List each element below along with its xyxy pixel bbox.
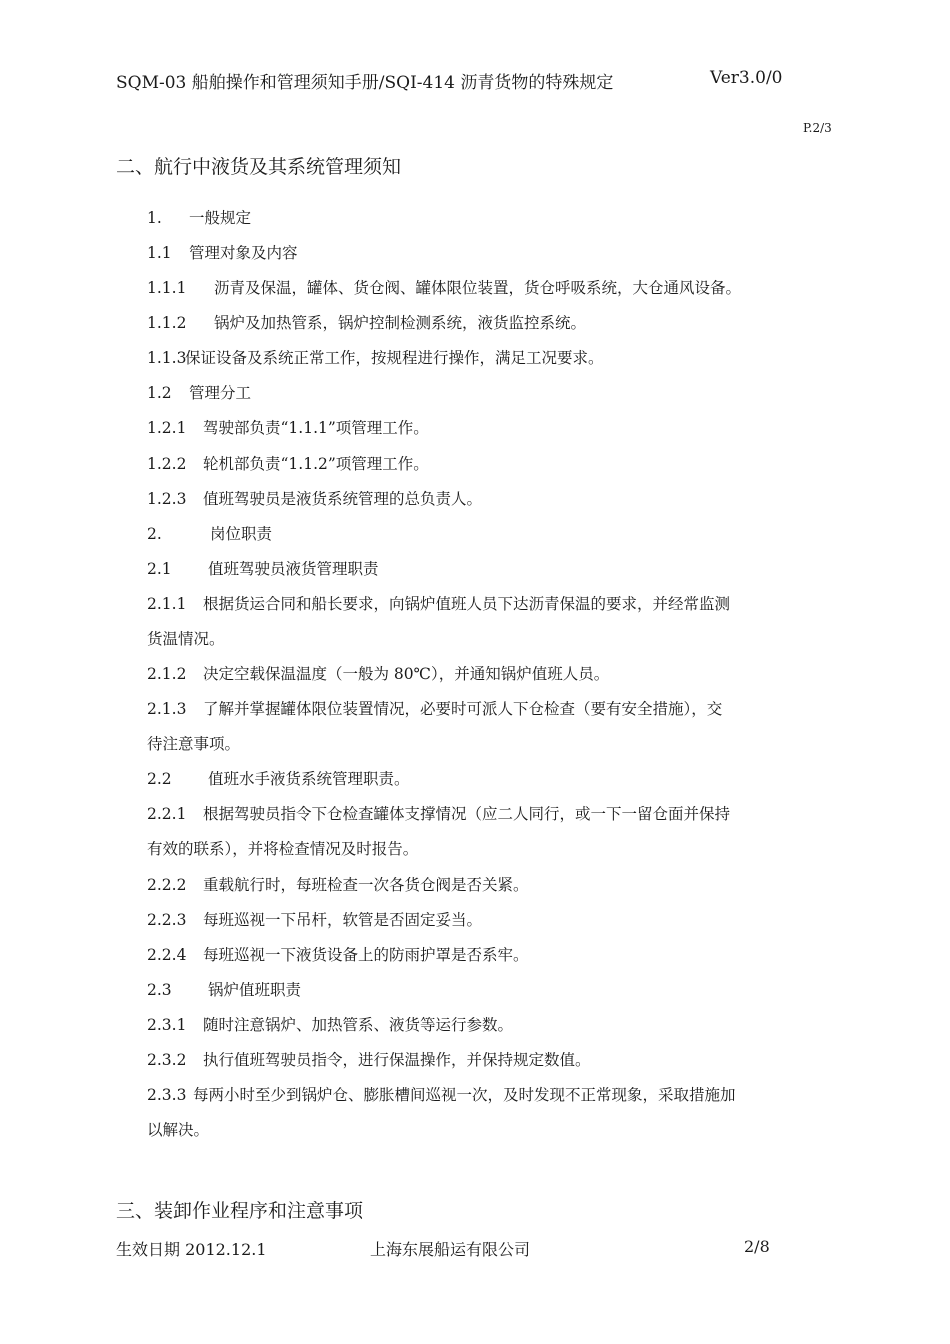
section-3-title: 三、装卸作业程序和注意事项 (116, 1200, 364, 1222)
list-item-continuation (147, 732, 240, 754)
page-number: 2/8 (744, 1237, 770, 1256)
list-item (147, 943, 529, 965)
item-number: 1.2.1 (147, 419, 187, 437)
item-number: 2.1.2 (147, 665, 187, 683)
list-item (147, 873, 529, 895)
list-item (147, 241, 298, 263)
item-number: 2.3.2 (147, 1051, 187, 1069)
item-text: 以解决。 (147, 1121, 210, 1139)
item-text: 驾驶部负责“1.1.1”项管理工作。 (203, 419, 429, 437)
list-item (147, 452, 429, 474)
list-item (147, 346, 604, 368)
item-text: 保证设备及系统正常工作，按规程进行操作，满足工况要求。 (185, 349, 604, 367)
item-text: 了解并掌握罐体限位装置情况，必要时可派人下仓检查（要有安全措施），交 (203, 700, 723, 718)
list-item (147, 697, 722, 719)
list-item (147, 1048, 591, 1070)
item-text: 轮机部负责“1.1.2”项管理工作。 (203, 455, 429, 473)
document-title: SQM-03 船舶操作和管理须知手册/SQI-414 沥青货物的特殊规定 (116, 73, 614, 93)
item-number: 1.1.2 (147, 314, 187, 332)
item-number: 2.2 (147, 770, 172, 788)
item-number: 1.1.3 (147, 349, 187, 367)
effective-date: 生效日期 2012.12.1 (116, 1240, 267, 1259)
list-item-continuation (147, 837, 418, 859)
item-text: 根据货运合同和船长要求，向锅炉值班人员下达沥青保温的要求，并经常监测 (203, 595, 731, 613)
item-number: 2.1.3 (147, 700, 187, 718)
item-text: 每班巡视一下液货设备上的防雨护罩是否系牢。 (203, 946, 529, 964)
item-text: 锅炉值班职责 (208, 981, 302, 999)
list-item (147, 767, 410, 789)
item-number: 2. (147, 525, 162, 543)
item-text: 货温情况。 (147, 630, 225, 648)
list-item (147, 276, 741, 298)
list-item (147, 487, 482, 509)
item-number: 1.2 (147, 384, 172, 402)
list-item (147, 1013, 513, 1035)
list-item (147, 311, 586, 333)
item-number: 2.1 (147, 560, 172, 578)
item-text: 岗位职责 (210, 525, 273, 543)
list-item-continuation (147, 1118, 209, 1140)
list-item (147, 1083, 736, 1105)
page-reference: P.2/3 (803, 121, 832, 135)
item-number: 2.2.2 (147, 876, 187, 894)
item-text: 重载航行时，每班检查一次各货仓阀是否关紧。 (203, 876, 529, 894)
item-number: 1.1 (147, 244, 172, 262)
item-number: 2.3.3 (147, 1086, 187, 1104)
item-text: 锅炉及加热管系，锅炉控制检测系统，液货监控系统。 (214, 314, 587, 332)
item-text: 有效的联系），并将检查情况及时报告。 (147, 840, 419, 858)
list-item (147, 557, 379, 579)
item-number: 2.3.1 (147, 1016, 187, 1034)
item-number: 2.1.1 (147, 595, 187, 613)
list-item (147, 416, 429, 438)
item-text: 每两小时至少到锅炉仓、膨胀槽间巡视一次，及时发现不正常现象，采取措施加 (193, 1086, 736, 1104)
item-number: 2.2.4 (147, 946, 187, 964)
document-version: Ver3.0/0 (710, 68, 783, 88)
company-name: 上海东展船运有限公司 (370, 1240, 531, 1259)
item-text: 随时注意锅炉、加热管系、液货等运行参数。 (203, 1016, 514, 1034)
item-text: 执行值班驾驶员指令，进行保温操作，并保持规定数值。 (203, 1051, 591, 1069)
item-number: 1.2.3 (147, 490, 187, 508)
item-text: 每班巡视一下吊杆，软管是否固定妥当。 (203, 911, 483, 929)
list-item (147, 381, 251, 403)
list-item (147, 978, 301, 1000)
item-text: 值班水手液货系统管理职责。 (208, 770, 410, 788)
item-number: 2.2.1 (147, 805, 187, 823)
item-text: 管理分工 (189, 384, 252, 402)
item-number: 1.1.1 (147, 279, 187, 297)
item-text: 值班驾驶员是液货系统管理的总负责人。 (203, 490, 483, 508)
item-text: 一般规定 (189, 209, 252, 227)
item-number: 1.2.2 (147, 455, 187, 473)
item-text: 待注意事项。 (147, 735, 241, 753)
item-text: 决定空载保温温度（一般为 80℃），并通知锅炉值班人员。 (203, 665, 610, 683)
list-item (147, 662, 609, 684)
item-number: 1. (147, 209, 162, 227)
item-text: 根据驾驶员指令下仓检查罐体支撑情况（应二人同行，或一下一留仓面并保持 (203, 805, 731, 823)
section-2-title: 二、航行中液货及其系统管理须知 (116, 156, 402, 178)
item-text: 沥青及保温，罐体、货仓阀、罐体限位装置，货仓呼吸系统，大仓通风设备。 (214, 279, 742, 297)
list-item (147, 908, 482, 930)
list-item-continuation (147, 627, 225, 649)
item-text: 管理对象及内容 (189, 244, 298, 262)
list-item (147, 592, 730, 614)
item-text: 值班驾驶员液货管理职责 (208, 560, 379, 578)
list-item (147, 802, 730, 824)
list-item (147, 522, 272, 544)
item-number: 2.2.3 (147, 911, 187, 929)
list-item (147, 206, 251, 228)
item-number: 2.3 (147, 981, 172, 999)
